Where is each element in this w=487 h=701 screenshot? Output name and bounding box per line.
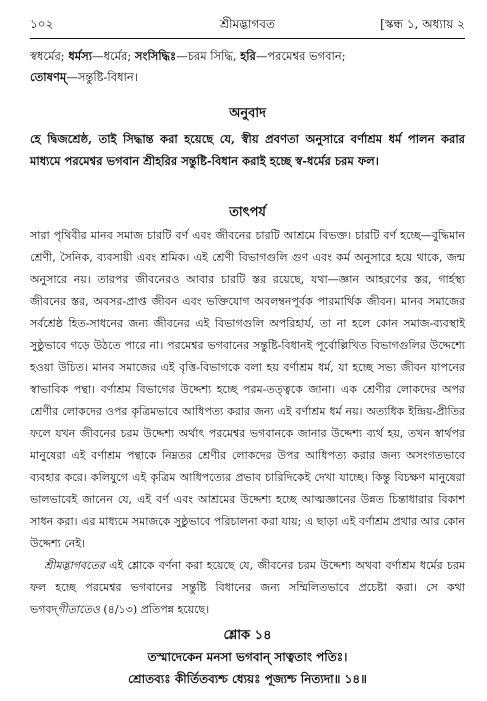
scripture-title: গীতাতেও bbox=[57, 603, 100, 616]
page-header bbox=[30, 10, 465, 38]
scripture-title: শ্রীমদ্ভাগবতের bbox=[44, 559, 105, 572]
purport-paragraph: সারা পৃথিবীর মানব সমাজ চারটি বর্ণ এবং জীবনের চারটি আশ্রমে বিভক্ত। চারটি বর্ণ হচ্ছে—বুদ্ধিমান শ্রেণী, সৈনিক, ব্যবসায়ী এবং শ্রমিক। এই শ্রেণী বিভাগগুলি গুণ এবং কর্ম অনুসারে হয়ে থাকে, জন্ম অনুসারে নয়। তারপর জীবনেরও আবার চারটি স্তর রয়েছে, যথা—জ্ঞান আহরণের স্তর, গার্হস্থ্য জীবনের স্তর, অবসর-প্রাপ্ত জীবন এবং ভক্তিযোগ অবলম্বনপূর্বক পারমার্থিক জীবন। মানব সমাজের সর্বশ্রেষ্ঠ হিত-সাধনের জন্য জীবনের এই বিভাগগুলি অপরিহার্য, তা না হলে কোন সমাজ-ব্যবস্থাই সুষ্ঠুভাবে গড়ে উঠতে পারে না। পরমেশ্বর ভগবানের সন্তুষ্টি-বিধানই পূর্বোল্লিখিত বিভাগগুলির উদ্দেশ্যে হওয়া উচিত। মানব সমাজের এই বৃত্তি-বিভাগকে বলা হয় বর্ণাশ্রম ধর্ম, যা হচ্ছে সভ্য জীবন যাপনের স্বাভাবিক পন্থা। বর্ণাশ্রম বিভাগের উদ্দেশ্য হচ্ছে পরম-তত্ত্বকে জানা। এক শ্রেণীর লোকদের অপর শ্রেণীর লোকদের ওপর কৃত্রিমভাবে আধিপত্য করার জন্য এই বর্ণাশ্রম ধর্ম নয়। অত্যধিক ইন্দ্রিয়-প্রীতির ফলে যখন জীবনের চরম উদ্দেশ্য অর্থাৎ পরমেশ্বর ভগবানকে জানার উদ্দেশ্য ব্যর্থ হয়, তখন স্বার্থপর মানুষেরা এই বর্ণাশ্রম পন্থাকে নিম্নতর শ্রেণীর লোকদের উপর আধিপত্য করার জন্য অসংগতভাবে ব্যবহার করে। কলিযুগে এই কৃত্রিম আধিপত্যের প্রভাব চারিদিকেই দেখা যাচ্ছে। কিন্তু বিচক্ষণ মানুষেরা ভালভাবেই জানেন যে, এই বর্ণ এবং আশ্রমের উদ্দেশ্য হচ্ছে আত্মজ্ঞানের উন্নত চিন্তাধারার বিকাশ সাধন করা। এর মাধ্যমে সমাজকে সুষ্ঠুভাবে পরিচালনা করা যায়; এ ছাড়া এই বর্ণাশ্রম প্রথার আর কোন উদ্দেশ্য নেই। bbox=[30, 229, 465, 550]
purport-heading: তাৎপর্য bbox=[229, 205, 266, 220]
header-divider bbox=[30, 38, 465, 39]
translation-text: হে দ্বিজশ্রেষ্ঠ, তাই সিদ্ধান্ত করা হয়েছে যে, স্বীয় প্রবণতা অনুসারে বর্ণাশ্রম ধর্ম পালন করার মাধ্যমে পরমেশ্বর ভগবান শ্রীহরির সন্তুষ্টি-বিধান করাই হচ্ছে স্ব-ধর্মের চরম ফল। bbox=[30, 132, 465, 168]
synonym-text: —চরম সিদ্ধি, bbox=[176, 49, 241, 63]
synonym-term: তোষণম্ bbox=[30, 70, 67, 84]
synonym-term: ধর্মস্য bbox=[68, 49, 93, 63]
synonym-text: —ধর্মের; bbox=[92, 49, 135, 63]
synonym-text: স্বধর্মের; bbox=[30, 49, 69, 63]
translation-heading: অনুবাদ bbox=[229, 106, 266, 121]
synonym-term: হরি bbox=[240, 49, 256, 63]
synonym-term: সংসিদ্ধিঃ bbox=[134, 49, 177, 63]
synonyms-block bbox=[30, 46, 465, 88]
verse-line: তস্মাদেকেন মনসা ভগবান্ সাত্বতাং পতিঃ। bbox=[147, 650, 348, 664]
synonym-text: —পরমেশ্বর ভগবান; bbox=[255, 49, 346, 63]
verse-heading: শ্লোক ১৪ bbox=[223, 628, 272, 643]
page-number: ১০২ bbox=[30, 17, 54, 31]
purport-body bbox=[30, 225, 465, 621]
section-reference: [স্কন্ধ ১, অধ্যায় ২ bbox=[380, 17, 465, 31]
verse-line: শ্রোতব্যঃ কীর্তিতব্যশ্চ ধ্যেয়ঃ পূজ্যশ্চ নিত্যদা॥ ১৪॥ bbox=[128, 672, 367, 686]
running-title: শ্রীমদ্ভাগবত bbox=[219, 17, 275, 31]
purport-paragraph: শ্রীমদ্ভাগবতের এই শ্লোকে বর্ণনা করা হয়েছে যে, জীবনের চরম উদ্দেশ্য অথবা বর্ণাশ্রম ধর্মের চরম ফল হচ্ছে পরমেশ্বর ভগবানের সন্তুষ্টি বিধানের জন্য সম্মিলিতভাবে প্রচেষ্টা করা। সে কথা ভগবদ্গীতাতেও (৪/১৩) প্রতিপন্ন হয়েছে। bbox=[30, 559, 465, 616]
synonym-text: —সন্তুষ্টি-বিধান। bbox=[66, 70, 138, 84]
verse-text bbox=[30, 646, 465, 690]
